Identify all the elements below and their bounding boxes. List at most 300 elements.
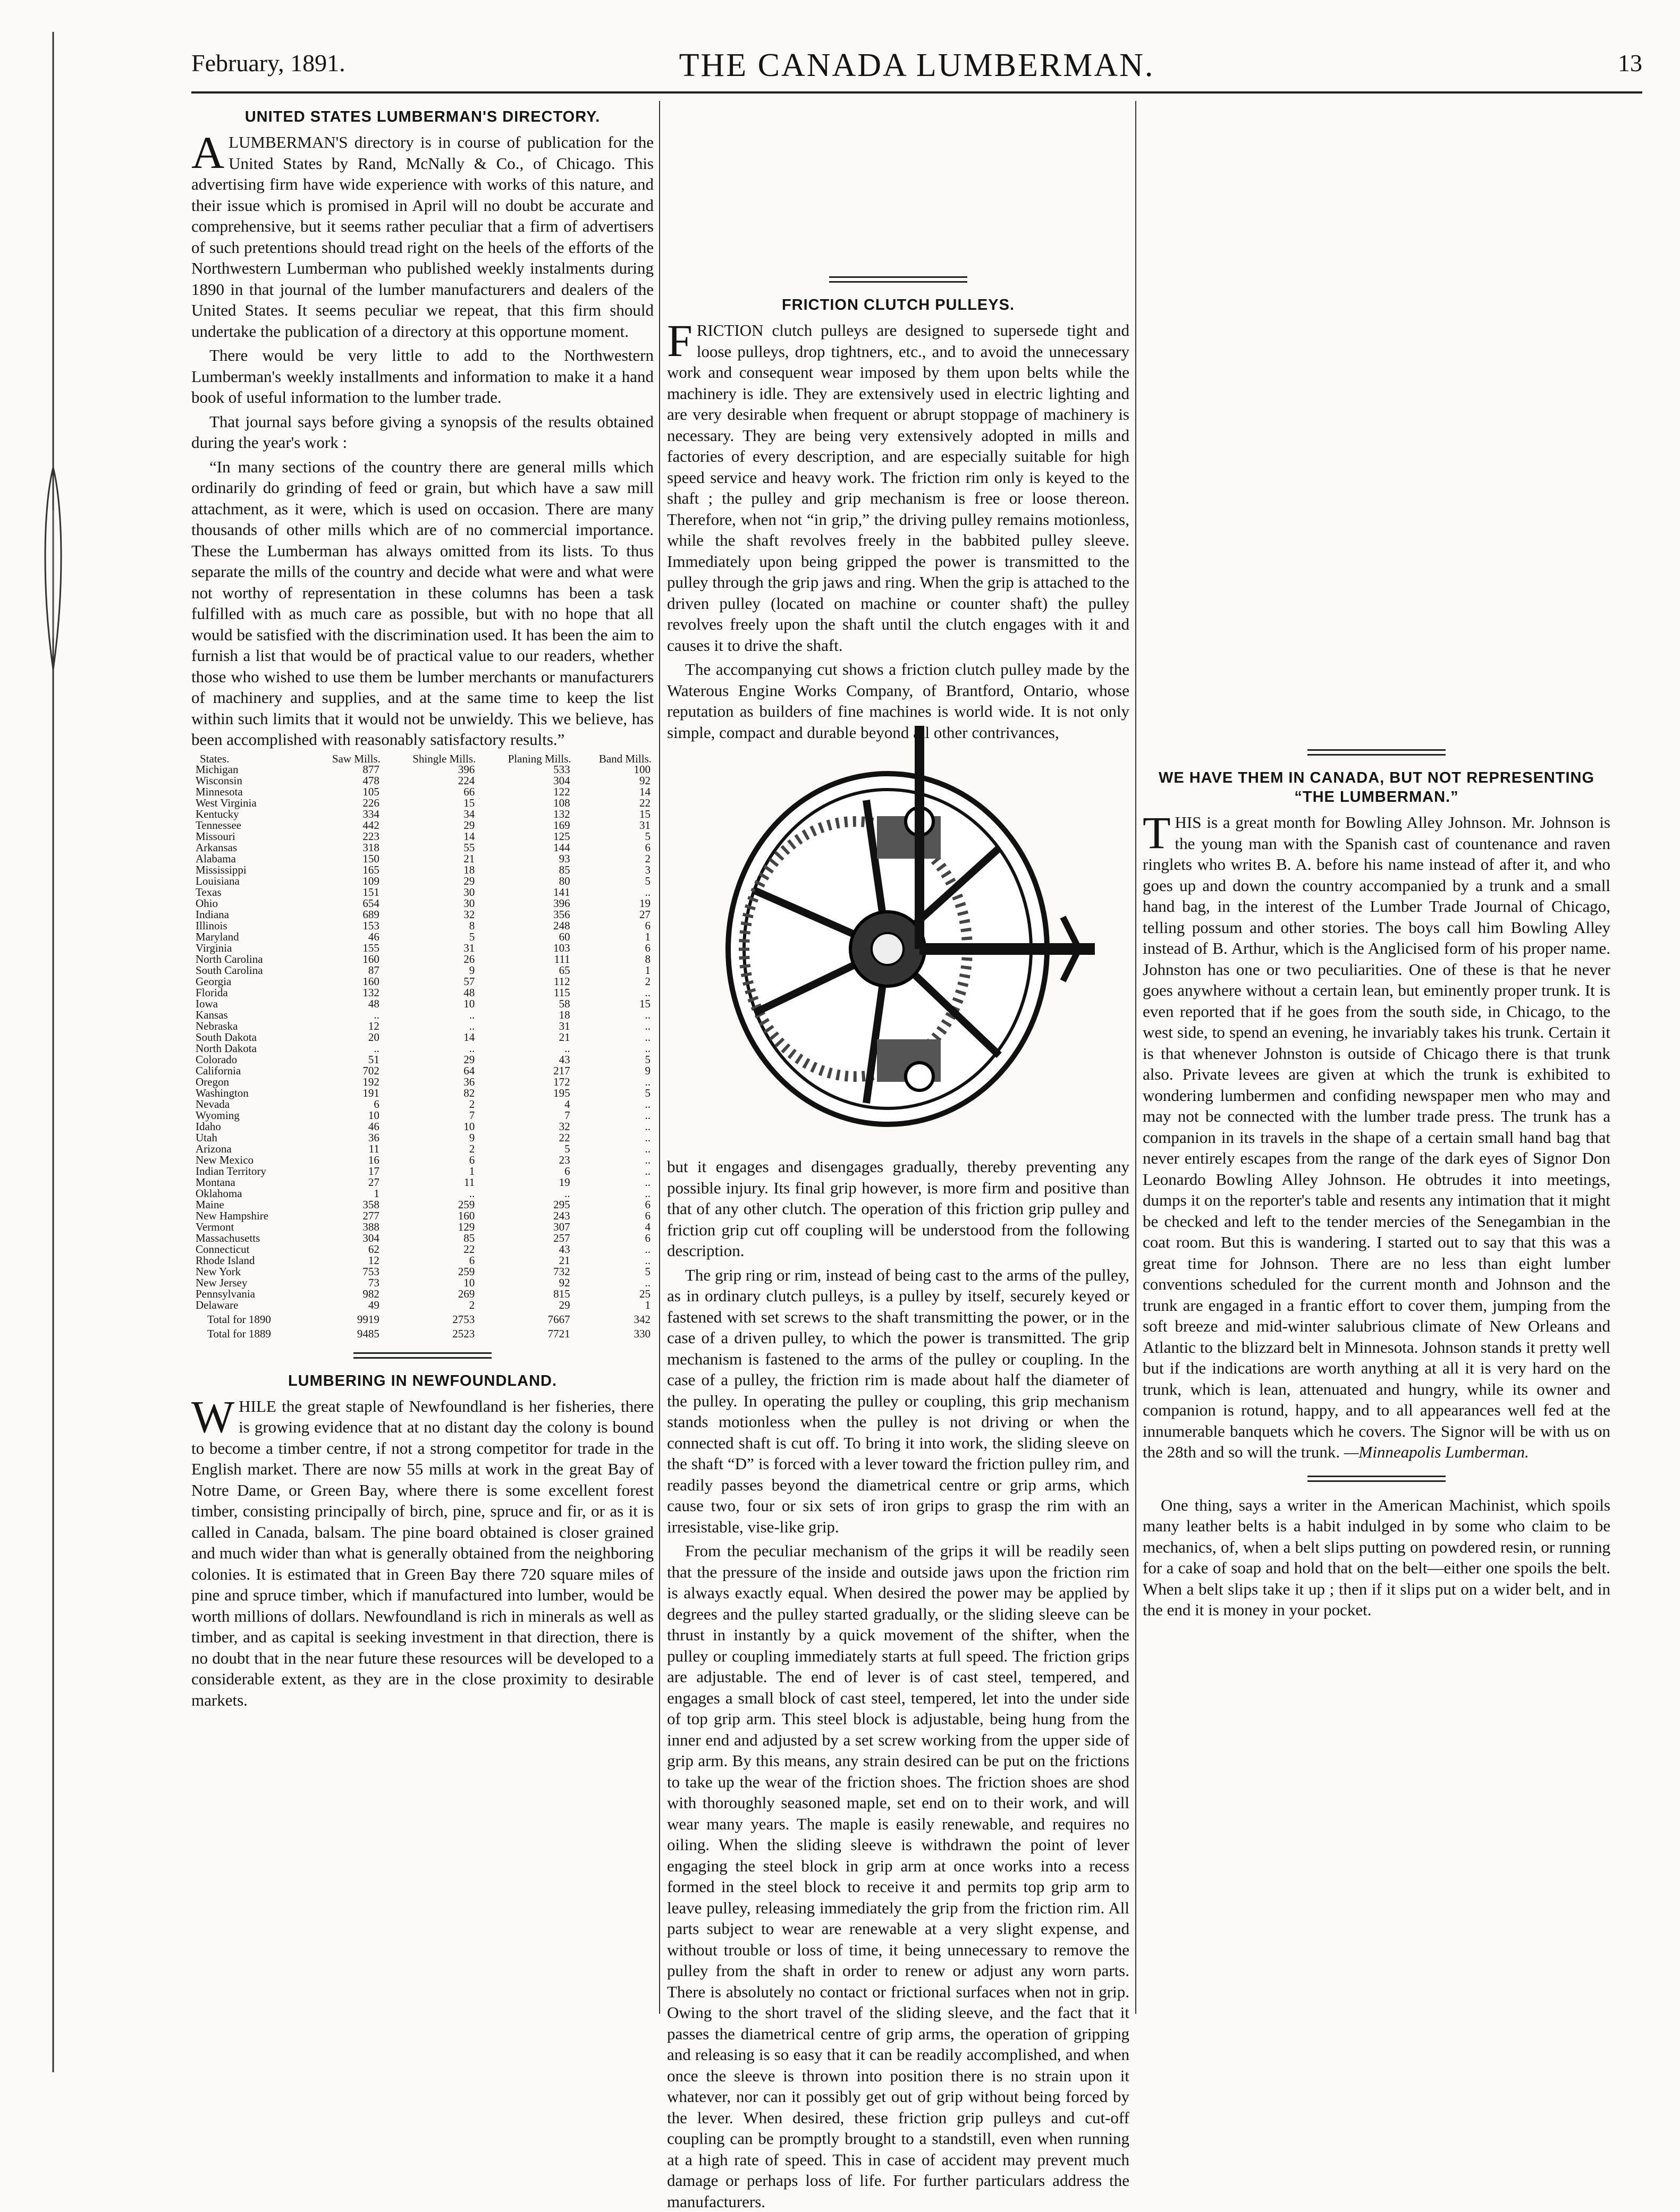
table-cell-value: 318 — [362, 841, 379, 854]
table-row — [191, 1222, 654, 1233]
table-cell-value: .. — [374, 1041, 379, 1055]
table-cell-value: .. — [645, 1175, 651, 1189]
table-cell-state: New York — [196, 1265, 241, 1278]
article-paragraph: but it engages and disengages gradually, thereby preventing any possible injury. Its final grip however, is more firm and positive than that of any other clutch. The operation of this friction grip pulley and friction grip cut off coupling will be understood from the following description. — [667, 1157, 1129, 1260]
table-cell-value: 2 — [645, 852, 651, 865]
table-cell-value: .. — [645, 885, 651, 899]
column-2 — [667, 101, 1129, 2211]
table-row — [191, 876, 654, 887]
table-cell-value: 9 — [469, 963, 475, 977]
table-header: Band Mills. — [598, 752, 652, 765]
table-cell-value: 51 — [368, 1053, 379, 1066]
table-cell-value: 19 — [559, 1175, 570, 1189]
table-cell-value: .. — [469, 1008, 475, 1021]
table-cell-state: Kentucky — [196, 807, 239, 820]
table-cell-state: Alabama — [196, 852, 236, 865]
table-row — [191, 1199, 654, 1210]
table-cell-value: .. — [645, 1019, 651, 1032]
table-cell-value: 36 — [463, 1075, 475, 1088]
table-total-row — [191, 1311, 654, 1325]
table-cell-value: 100 — [634, 762, 651, 776]
table-row — [191, 1032, 654, 1043]
table-row — [191, 1255, 654, 1266]
table-cell-value: 64 — [463, 1064, 475, 1077]
header-date: February, 1891. — [191, 49, 345, 77]
table-cell-value: 30 — [463, 896, 475, 910]
table-cell-value: 21 — [559, 1253, 570, 1267]
table-cell-state: Colorado — [196, 1053, 238, 1066]
table-cell-value: 396 — [553, 896, 570, 910]
table-cell-value: 65 — [559, 963, 570, 977]
table-cell-value: 105 — [362, 785, 379, 798]
table-cell-value: 23 — [559, 1153, 570, 1166]
table-cell-state: Arizona — [196, 1142, 232, 1155]
table-cell-value: 108 — [553, 796, 570, 809]
table-row — [191, 1166, 654, 1177]
table-cell-value: 2523 — [452, 1327, 475, 1340]
table-cell-state: Missouri — [196, 829, 235, 843]
article-paragraph: One thing, says a writer in the American Machinist, which spoils many leather belts is a habit indulged in by some who claim to be mechanics, of, when a belt slips putting on powdered resin, or running for a cake of soap and hold that on the belt—either one spoils the belt. When a belt slips take it up ; then if it slips put on a wider belt, and in the end it is money in your pocket. — [1143, 1495, 1610, 1619]
table-cell-value: 46 — [368, 930, 379, 943]
table-cell-value: 7 — [564, 1108, 570, 1122]
table-cell-value: 259 — [458, 1265, 475, 1278]
table-cell-state: Connecticut — [196, 1242, 250, 1256]
table-cell-value: 160 — [362, 974, 379, 988]
article-paragraph: ALUMBERMAN'S directory is in course of publication for the United States by Rand, McNally & Co., of Chicago. This advertising firm have wide experience with works of this nature, and their issue which is promised in April will no doubt be accurate and comprehensive, but it seems rather peculiar that a firm of advertisers of such pretentions should tread right on the heels of the efforts of the Northwestern Lumberman who published weekly instalments during 1890 in that journal of the lumber manufacturers and dealers of the United States. It seems peculiar we repeat, that this firm should undertake the publication of a directory at this opportune moment. — [191, 127, 654, 341]
table-cell-value: 2 — [469, 1142, 475, 1155]
table-cell-value: 80 — [559, 874, 570, 887]
table-cell-value: 6 — [645, 841, 651, 854]
table-row — [191, 1277, 654, 1289]
table-cell-value: 4 — [564, 1097, 570, 1111]
table-cell-state: West Virginia — [196, 796, 257, 809]
table-cell-value: 151 — [362, 885, 379, 899]
table-cell-state: Maryland — [196, 930, 239, 943]
article-heading-friction: FRICTION CLUTCH PULLEYS. — [781, 296, 1015, 313]
table-cell-value: .. — [645, 1142, 651, 1155]
table-cell-value: 32 — [559, 1120, 570, 1133]
table-cell-value: 14 — [639, 785, 651, 798]
table-row — [191, 798, 654, 809]
table-row — [191, 842, 654, 853]
table-cell-state: Utah — [196, 1131, 217, 1144]
table-header-row — [191, 753, 654, 764]
table-cell-value: 4 — [645, 1220, 651, 1233]
table-cell-value: 277 — [362, 1209, 379, 1222]
table-cell-value: 8 — [645, 952, 651, 965]
column-1 — [191, 101, 654, 2056]
table-row — [191, 976, 654, 987]
table-cell-value: 877 — [362, 762, 379, 776]
table-cell-value: 160 — [362, 952, 379, 965]
article-paragraph: There would be very little to add to the Northwestern Lumberman's weekly installments and information to make it a hand book of useful information to the lumber trade. — [191, 346, 654, 406]
table-row — [191, 764, 654, 775]
table-cell-state: Georgia — [196, 974, 232, 988]
table-cell-value: 20 — [368, 1030, 379, 1044]
table-cell-value: 112 — [553, 974, 570, 988]
table-cell-value: .. — [469, 1186, 475, 1200]
table-header: Planing Mills. — [508, 752, 571, 765]
table-cell-value: 27 — [368, 1175, 379, 1189]
table-cell-value: 150 — [362, 852, 379, 865]
table-cell-state: Kansas — [196, 1008, 228, 1021]
table-cell-value: .. — [469, 1041, 475, 1055]
table-cell-value: 46 — [368, 1120, 379, 1133]
table-cell-value: 702 — [362, 1064, 379, 1077]
table-row — [191, 1266, 654, 1277]
table-row — [191, 1099, 654, 1110]
table-cell-value: 654 — [362, 896, 379, 910]
table-row — [191, 1054, 654, 1065]
table-cell-value: 34 — [463, 807, 475, 820]
table-cell-state: New Hampshire — [196, 1209, 269, 1222]
table-cell-value: 5 — [645, 874, 651, 887]
drop-cap: T — [1143, 807, 1171, 858]
table-cell-value: 6 — [469, 1153, 475, 1166]
table-cell-value: .. — [645, 1097, 651, 1111]
article-paragraph: The grip ring or rim, instead of being cast to the arms of the pulley, as in ordinary clutch pulleys, is a pulley by itself, securely keyed or fastened with set screws to the shaft transmitting the power, or in the case of a driven pulley, to which the power is transmitted. The grip mechanism is fastened to the arms of the pulley or coupling. In the case of a pulley, the friction rim is made about half the diameter of the pulley. In operating the pulley or coupling, this grip mechanism stands motionless when the pulley is not driving or when the connected shaft is cut off. To bring it into work, the sliding sleeve on the shaft “D” is forced with a lever toward the friction pulley rim, and readily passes beyond the diametrical centre or grip arms, which cause two, four or six sets of iron grips to grasp the rim with an irresistable, vise-like grip. — [667, 1265, 1129, 1536]
table-cell-value: 141 — [553, 885, 570, 899]
table-row — [191, 1233, 654, 1244]
table-cell-value: 6 — [564, 1164, 570, 1177]
table-cell-value: 21 — [463, 852, 475, 865]
table-cell-value: 36 — [368, 1131, 379, 1144]
table-cell-value: 17 — [368, 1164, 379, 1177]
table-row — [191, 831, 654, 842]
table-cell-value: .. — [645, 1008, 651, 1021]
table-cell-value: 2 — [645, 974, 651, 988]
table-cell-value: 342 — [634, 1312, 651, 1326]
table-cell-value: 48 — [463, 986, 475, 999]
table-cell-state: Vermont — [196, 1220, 234, 1233]
table-cell-value: 26 — [463, 952, 475, 965]
table-cell-value: .. — [564, 1041, 570, 1055]
table-cell-value: 217 — [553, 1064, 570, 1077]
table-cell-state: Delaware — [196, 1298, 239, 1311]
section-divider — [829, 276, 967, 283]
table-cell-value: 982 — [362, 1287, 379, 1300]
table-cell-value: 6 — [469, 1253, 475, 1267]
table-cell-value: 10 — [368, 1108, 379, 1122]
table-cell-value: 9485 — [357, 1327, 379, 1340]
article-heading-newfoundland: LUMBERING IN NEWFOUNDLAND. — [288, 1372, 558, 1389]
article-heading-directory: UNITED STATES LUMBERMAN'S DIRECTORY. — [244, 108, 601, 125]
table-cell-value: 160 — [458, 1209, 475, 1222]
table-cell-state: Total for 1889 — [207, 1327, 271, 1340]
table-row — [191, 1077, 654, 1088]
table-cell-value: 15 — [463, 796, 475, 809]
table-cell-state: Minnesota — [196, 785, 243, 798]
table-cell-state: South Dakota — [196, 1030, 257, 1044]
table-cell-value: 93 — [559, 852, 570, 865]
table-row — [191, 898, 654, 909]
table-row — [191, 909, 654, 920]
table-cell-value: 7667 — [547, 1312, 570, 1326]
table-row — [191, 1210, 654, 1222]
table-cell-value: 6 — [645, 1231, 651, 1244]
table-cell-state: Wisconsin — [196, 774, 242, 787]
table-cell-value: 304 — [362, 1231, 379, 1244]
table-cell-state: Florida — [196, 986, 228, 999]
table-cell-value: 132 — [553, 807, 570, 820]
drop-cap: W — [191, 1391, 235, 1442]
table-cell-value: 55 — [463, 841, 475, 854]
table-cell-value: 307 — [553, 1220, 570, 1233]
table-row — [191, 1088, 654, 1099]
table-cell-value: 15 — [639, 807, 651, 820]
table-cell-value: 1 — [645, 1298, 651, 1311]
table-cell-value: 31 — [559, 1019, 570, 1032]
table-cell-value: .. — [645, 1120, 651, 1133]
table-cell-value: 29 — [463, 1053, 475, 1066]
mill-statistics-table — [191, 753, 654, 1340]
table-row — [191, 954, 654, 965]
table-cell-value: 5 — [645, 1053, 651, 1066]
table-cell-state: Arkansas — [196, 841, 238, 854]
table-cell-value: 144 — [553, 841, 570, 854]
section-divider — [353, 1352, 492, 1359]
table-cell-value: 2 — [469, 1298, 475, 1311]
table-cell-value: 2 — [469, 1097, 475, 1111]
table-row — [191, 1121, 654, 1132]
table-cell-value: .. — [469, 1019, 475, 1032]
table-cell-value: 29 — [559, 1298, 570, 1311]
table-row — [191, 1065, 654, 1077]
table-row — [191, 1188, 654, 1199]
table-cell-value: 10 — [463, 997, 475, 1010]
table-cell-value: 5 — [564, 1142, 570, 1155]
table-cell-state: Rhode Island — [196, 1253, 255, 1267]
table-cell-value: 29 — [463, 874, 475, 887]
table-row — [191, 1132, 654, 1143]
table-cell-value: 82 — [463, 1086, 475, 1099]
table-row — [191, 998, 654, 1010]
table-cell-value: 115 — [553, 986, 570, 999]
table-cell-value: 689 — [362, 908, 379, 921]
table-cell-value: 223 — [362, 829, 379, 843]
article-paragraph: WHILE the great staple of Newfoundland is her fisheries, there is growing evidence that at no distant day the colony is bound to become a timber centre, if not a strong competitor for trade in the English market. There are now 55 mills at work in the great Bay of Notre Dame, or Green Bay, where there is some excellent forest timber, consisting principally of birch, pine, spruce and fir, or as it is called in Canada, balsam. The pine board obtained is closer grained and much wider than what is generally obtained from the neighboring colonies. It is estimated that in Green Bay there 720 square miles of pine and spruce timber, which if manufactured into lumber, would be worth millions of dollars. Newfoundland is rich in minerals as well as timber, and as capital is seeking investment in that direction, there is no doubt that in the near future these resources will be developed to a considerable extent, as they are in the close proximity to desirable markets. — [191, 1391, 654, 1709]
table-row — [191, 853, 654, 865]
article-paragraph: FRICTION clutch pulleys are designed to supersede tight and loose pulleys, drop tightners, etc., and to avoid the unnecessary work and consequent wear imposed by them upon belts while the machinery is idle. They are extensively used in electric lighting and are very desirable when frequent or abrupt stoppage of machinery is necessary. They are being very extensively adopted in mills and factories of every description, and are especially suitable for high speed service and heavy work. The friction rim only is keyed to the shaft ; the pulley and grip mechanism is free or loose thereon. Therefore, when not “in grip,” the driving pulley remains motionless, while the shaft revolves freely in the babbited pulley sleeve. Immediately upon being gripped the power is transmitted to the pulley through the grip jaws and ring. When the grip is attached to the driven pulley (located on machine or counter shaft) the pulley revolves freely upon the shaft until the clutch engages with it and causes it to drive the shaft. — [667, 315, 1129, 655]
table-cell-value: 11 — [368, 1142, 379, 1155]
table-cell-state: North Dakota — [196, 1041, 257, 1055]
table-cell-state: Iowa — [196, 997, 218, 1010]
table-cell-value: 815 — [553, 1287, 570, 1300]
table-cell-value: 732 — [553, 1265, 570, 1278]
table-cell-state: Total for 1890 — [207, 1312, 271, 1326]
table-cell-state: Pennsylvania — [196, 1287, 255, 1300]
table-cell-value: 5 — [645, 829, 651, 843]
table-cell-value: 31 — [639, 818, 651, 832]
table-cell-value: 226 — [362, 796, 379, 809]
table-cell-value: 478 — [362, 774, 379, 787]
column-3 — [1143, 101, 1610, 2056]
table-cell-value: 7 — [469, 1108, 475, 1122]
table-cell-value: 111 — [554, 952, 570, 965]
article-heading-canada: WE HAVE THEM IN CANADA, BUT NOT REPRESENTING “THE LUMBERMAN.” — [1158, 769, 1595, 806]
table-cell-value: 1 — [645, 930, 651, 943]
table-cell-value: .. — [374, 1008, 379, 1021]
table-cell-value: 57 — [463, 974, 475, 988]
table-cell-value: .. — [645, 1186, 651, 1200]
table-cell-value: 6 — [645, 919, 651, 932]
table-cell-value: 43 — [559, 1053, 570, 1066]
table-cell-value: 10 — [463, 1120, 475, 1133]
table-cell-value: 49 — [368, 1298, 379, 1311]
table-cell-value: 1 — [469, 1164, 475, 1177]
table-cell-state: Oklahoma — [196, 1186, 242, 1200]
masthead-title: THE CANADA LUMBERMAN. — [679, 47, 1155, 83]
table-cell-value: 12 — [368, 1019, 379, 1032]
table-cell-value: 6 — [645, 941, 651, 954]
table-cell-state: Maine — [196, 1198, 224, 1211]
table-cell-value: 224 — [458, 774, 475, 787]
table-cell-value: 85 — [463, 1231, 475, 1244]
table-cell-value: 304 — [553, 774, 570, 787]
table-cell-value: 1 — [374, 1186, 379, 1200]
table-cell-value: 192 — [362, 1075, 379, 1088]
table-cell-value: 125 — [553, 829, 570, 843]
table-cell-value: 92 — [639, 774, 651, 787]
table-cell-value: .. — [645, 1075, 651, 1088]
table-cell-value: 295 — [553, 1198, 570, 1211]
table-row — [191, 1289, 654, 1300]
table-cell-value: .. — [645, 1153, 651, 1166]
table-cell-value: .. — [645, 1108, 651, 1122]
table-cell-value: 9 — [469, 1131, 475, 1144]
table-cell-value: 16 — [368, 1153, 379, 1166]
table-cell-state: New Mexico — [196, 1153, 254, 1166]
table-cell-value: 92 — [559, 1276, 570, 1289]
table-cell-value: 85 — [559, 863, 570, 876]
table-body — [191, 764, 654, 1340]
table-cell-value: 195 — [553, 1086, 570, 1099]
table-cell-value: 6 — [374, 1097, 379, 1111]
table-cell-state: Illinois — [196, 919, 227, 932]
table-row — [191, 1300, 654, 1311]
table-cell-value: 2753 — [452, 1312, 475, 1326]
table-cell-value: 388 — [362, 1220, 379, 1233]
table-cell-state: Indiana — [196, 908, 229, 921]
table-cell-value: 6 — [645, 1209, 651, 1222]
table-cell-state: North Carolina — [196, 952, 263, 965]
table-cell-state: Louisiana — [196, 874, 240, 887]
table-cell-value: 73 — [368, 1276, 379, 1289]
table-cell-state: Oregon — [196, 1075, 229, 1088]
table-cell-value: .. — [564, 1186, 570, 1200]
table-cell-value: 15 — [639, 997, 651, 1010]
table-row — [191, 1177, 654, 1188]
article-paragraph: The accompanying cut shows a friction clutch pulley made by the Waterous Engine Works Company, of Brantford, Ontario, whose reputation as builders of fine machines is world wide. It is not only simple, compact and durable beyond all other contrivances, — [667, 660, 1129, 742]
table-cell-value: 132 — [362, 986, 379, 999]
table-row — [191, 775, 654, 786]
table-cell-value: 155 — [362, 941, 379, 954]
table-cell-state: New Jersey — [196, 1276, 248, 1289]
table-cell-value: 87 — [368, 963, 379, 977]
table-cell-value: 11 — [464, 1175, 475, 1189]
table-cell-value: 27 — [639, 908, 651, 921]
table-cell-value: 191 — [362, 1086, 379, 1099]
table-cell-state: Idaho — [196, 1120, 221, 1133]
section-divider — [1307, 1476, 1446, 1482]
table-row — [191, 887, 654, 898]
article-paragraph: THIS is a great month for Bowling Alley Johnson. Mr. Johnson is the young man with the Spanish cast of countenance and raven ringlets who writes B. A. before his name instead of after it, and who goes up and down the country accompanied by a trunk and a small hand bag, in the interest of the Lumber Trade Journal of Chicago, telling possum and other stories. The boys call him Bowling Alley instead of B. Arthur, which is the Anglicised form of his proper name. Johnston has one or two peculiarities. One of these is that he never goes anywhere without a certain lean, but eminently proper trunk. It is even reported that if he goes from the south side, in Chicago, to the west side, to spend an evening, he invariably takes his trunk. Certain it is that whenever Johnston is outside of Chicago there is that trunk also. Private levees are given at which the trunk is exhibited to wondering lumbermen and confiding newspaper men who may and may not be connected with the lumber trade press. The trunk has a companion in its travels in the shape of a certain small hand bag that never entirely escapes from the range of the dark eyes of Signor Don Leonardo Bowling Alley Johnson. He obtrudes it into meetings, dumps it on the reporter's table and resents any intimation that it might be checked and left to the tender mercies of the Senegambian in the coat room. But this is wandering. I started out to say that this was a great time for Johnson. There are no less than eight lumber conventions scheduled for the current month and Johnson and the trunk are engaged in a frantic effort to cover them, jumping from the soft breeze and mid-winter salubrious climate of New Orleans and Atlantic to the blizzard belt in Minnesota. Johnson stands it pretty well but if the indications are worth anything at all it is very hard on the trunk, which is lean, attenuated and hungry, while its owner and companion is rotund, happy, and to all appearances well fed at the innumerable banquets which he covers. The Signor will be with us on the 28th and so will the trunk. —Minneapolis Lumberman. — [1143, 807, 1610, 1461]
article-paragraph: That journal says before giving a synopsis of the results obtained during the year's work : — [191, 412, 654, 452]
drop-cap: F — [667, 315, 693, 366]
table-cell-value: 248 — [553, 919, 570, 932]
article-paragraph-quote: “In many sections of the country there are general mills which ordinarily do grinding of feed or grain, but which have a saw mill attachment, as it were, which is used on occasion. There are many thousands of other mills which are of no commercial importance. These the Lumberman has always omitted from its lists. To thus separate the mills of the country and decide what were and what were not worthy of representation in these columns has been a task fulfilled with as much care as possible, but with no hope that all would be satisfied with the discrimination used. It has been the aim to furnish a list that would be of practical value to our readers, whether those who wished to use them be lumber merchants or manufacturers of machinery and supplies, and at the same time to keep the list within such limits that it would not be unwieldy. This we believe, has been accomplished with reasonably satisfactory results.” — [191, 457, 654, 749]
table-cell-value: 14 — [463, 1030, 475, 1044]
table-cell-value: 330 — [634, 1327, 651, 1340]
table-cell-value: 8 — [469, 919, 475, 932]
table-cell-value: 10 — [463, 1276, 475, 1289]
table-cell-value: 172 — [553, 1075, 570, 1088]
table-cell-value: 22 — [639, 796, 651, 809]
table-cell-value: 356 — [553, 908, 570, 921]
table-cell-value: 269 — [458, 1287, 475, 1300]
table-row — [191, 931, 654, 943]
table-row — [191, 1021, 654, 1032]
table-cell-value: 18 — [463, 863, 475, 876]
table-cell-value: 533 — [553, 762, 570, 776]
table-cell-value: 103 — [553, 941, 570, 954]
table-cell-value: .. — [645, 1041, 651, 1055]
table-cell-value: 396 — [458, 762, 475, 776]
table-cell-state: California — [196, 1064, 241, 1077]
table-cell-value: 6 — [645, 1198, 651, 1211]
table-row — [191, 965, 654, 976]
table-cell-value: 19 — [639, 896, 651, 910]
table-cell-value: 14 — [463, 829, 475, 843]
table-cell-value: 334 — [362, 807, 379, 820]
table-cell-value: 22 — [463, 1242, 475, 1256]
table-row — [191, 1155, 654, 1166]
table-cell-value: 25 — [639, 1287, 651, 1300]
table-header: Saw Mills. — [332, 752, 381, 765]
table-cell-value: 109 — [362, 874, 379, 887]
table-cell-value: 9919 — [357, 1312, 379, 1326]
table-row — [191, 1043, 654, 1054]
table-cell-value: 43 — [559, 1242, 570, 1256]
table-cell-value: .. — [645, 1131, 651, 1144]
table-cell-state: Virginia — [196, 941, 232, 954]
table-cell-value: 12 — [368, 1253, 379, 1267]
table-cell-value: .. — [645, 1030, 651, 1044]
table-row — [191, 943, 654, 954]
friction-clutch-pulley-illustration — [696, 747, 1100, 1151]
table-cell-state: Michigan — [196, 762, 239, 776]
table-cell-value: 5 — [469, 930, 475, 943]
table-cell-value: 62 — [368, 1242, 379, 1256]
table-cell-value: 442 — [362, 818, 379, 832]
table-cell-value: 48 — [368, 997, 379, 1010]
table-cell-value: 153 — [362, 919, 379, 932]
table-row — [191, 865, 654, 876]
table-cell-state: Indian Territory — [196, 1164, 266, 1177]
table-cell-value: .. — [645, 1164, 651, 1177]
table-cell-value: 7721 — [547, 1327, 570, 1340]
article-credit: —Minneapolis Lumberman. — [1344, 1443, 1529, 1461]
table-cell-value: 58 — [559, 997, 570, 1010]
table-row — [191, 1010, 654, 1021]
table-cell-value: 358 — [362, 1198, 379, 1211]
table-cell-value: 60 — [559, 930, 570, 943]
table-cell-state: Massachusetts — [196, 1231, 260, 1244]
table-row — [191, 786, 654, 798]
article-paragraph: From the peculiar mechanism of the grips it will be readily seen that the pressure of the inside and outside jaws upon the friction rim is always exactly equal. When desired the power may be applied by degrees and the pulley started gradually, or the sliding sleeve can be thrust in instantly by a quick movement of the shifter, when the pulley or coupling immediately starts at full speed. The friction grips are adjustable. The end of lever is of cast steel, tempered, and engages a small block of cast steel, tempered, let into the under side of top grip arm. This steel block is adjustable, being hung from the inner end and adjusted by a set screw working from the upper side of grip arm. By this means, any strain desired can be put on the frictions to take up the wear of the friction shoes. The friction shoes are shod with thoroughly seasoned maple, set end on to their work, and will wear many years. The maple is easily renewable, and requires no oiling. When the sliding sleeve is withdrawn the point of lever engaging the steel block in grip arm at once works into a recess formed in the steel block to receive it and permits top grip arm to leave pulley, releasing immediately the grip from the friction rim. All parts subject to wear are renewable at a very slight expense, and without trouble or loss of time, it being unnecessary to remove the pulley from the shaft in order to renew or adjust any worn parts. There is absolutely no contact or frictional surfaces when not in grip. Owing to the short travel of the sliding sleeve, and the fact that it passes the diametrical centre of grip arms, the operation of gripping and releasing is so easy that it can be readily accomplished, and when once the sleeve is thrown into position there is no strain upon it whatever, nor can it possibly get out of grip without being forced by the lever. When desired, these friction grip pulleys and cut-off coupling can be promptly brought to a standstill, even when running at a high rate of speed. This in case of accident may prevent much damage or perhaps loss of life. For further particulars address the manufacturers. — [667, 1541, 1129, 2211]
table-cell-value: 22 — [559, 1131, 570, 1144]
table-cell-state: Tennessee — [196, 818, 241, 832]
